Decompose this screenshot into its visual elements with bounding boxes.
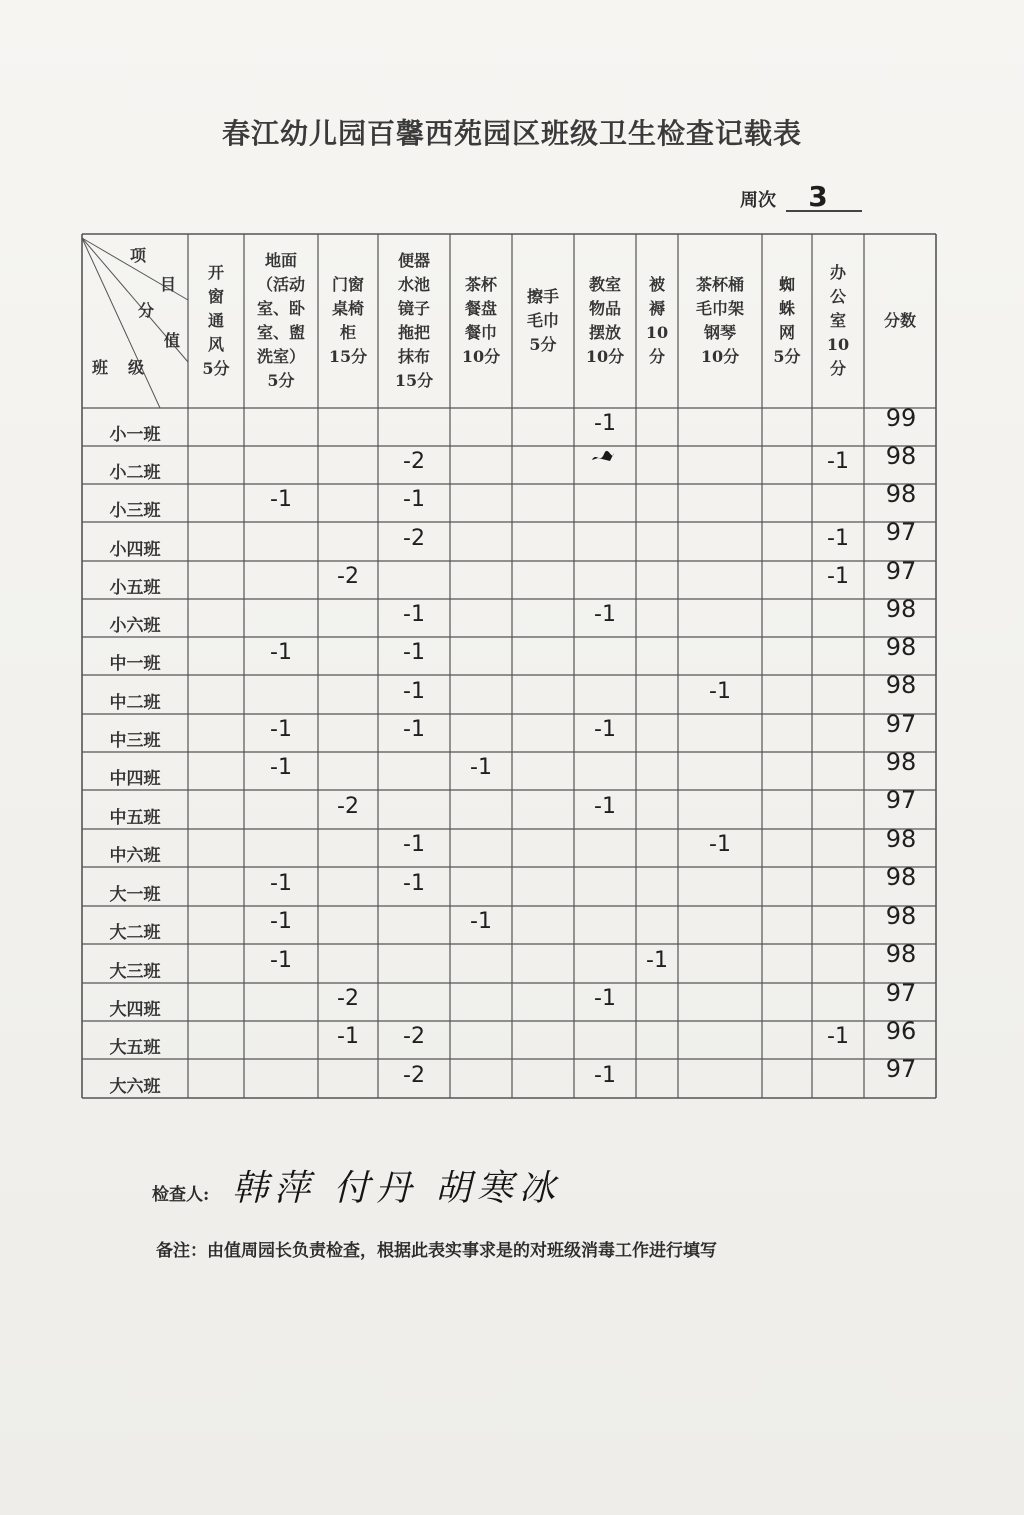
column-header <box>450 273 512 369</box>
column-header-line: 分 <box>648 347 665 366</box>
column-header-line: 窗 <box>207 287 224 306</box>
column-header-line: 擦手 <box>526 287 559 306</box>
column-header <box>636 273 678 369</box>
class-name: 中三班 <box>109 731 161 751</box>
class-name: 大一班 <box>109 884 161 905</box>
column-header-line: 教室 <box>588 275 621 294</box>
inspector-label: 检查人: <box>152 1185 210 1205</box>
class-name: 中六班 <box>109 846 161 866</box>
deduction-mark: -1 <box>403 602 425 627</box>
column-header <box>244 249 318 393</box>
deduction-mark: -1 <box>403 678 425 704</box>
class-name: 大六班 <box>109 1076 161 1097</box>
deduction-mark: -2 <box>403 525 425 551</box>
column-header <box>318 273 378 369</box>
column-header-line: 室 <box>829 311 846 330</box>
column-header-line: 被 <box>648 275 665 294</box>
column-header-line: 室、盥 <box>256 323 305 342</box>
column-header-line: 5分 <box>267 371 295 390</box>
column-header-line: 15分 <box>328 347 368 366</box>
class-name: 小二班 <box>109 463 161 483</box>
deduction-mark: -1 <box>270 717 292 742</box>
column-header-line: 10分 <box>700 347 740 366</box>
column-header-line: （活动 <box>256 275 305 294</box>
column-header-line: 钢琴 <box>703 323 736 342</box>
class-score: 98 <box>885 480 917 508</box>
deduction-mark: -1 <box>827 525 849 551</box>
deduction-mark: -1 <box>403 717 425 742</box>
column-header-line: 通 <box>207 311 224 330</box>
column-header-line: 物品 <box>588 299 621 318</box>
diag-label-fen: 分 <box>138 301 155 320</box>
page-title: 春江幼儿园百馨西苑园区班级卫生检查记载表 <box>221 117 802 150</box>
deduction-mark: -1 <box>827 564 849 589</box>
deduction-mark: -1 <box>270 909 292 934</box>
week-value: 3 <box>808 180 828 213</box>
inspector-signature: 韩萍 付丹 胡寒冰 <box>232 1168 561 1209</box>
column-header-line: 地面 <box>264 251 297 270</box>
column-header <box>864 309 936 333</box>
class-name: 中一班 <box>109 654 161 674</box>
class-score: 98 <box>885 633 917 661</box>
deduction-mark: -1 <box>403 832 425 857</box>
column-header-line: 柜 <box>339 323 356 342</box>
column-header <box>812 261 864 381</box>
column-header-line: 便器 <box>397 251 430 270</box>
column-header-line: 桌椅 <box>331 299 364 318</box>
class-score: 98 <box>885 940 917 968</box>
deduction-mark: -1 <box>646 947 668 973</box>
column-header-line: 摆放 <box>588 323 621 342</box>
column-header-line: 10分 <box>461 347 501 366</box>
deduction-mark: -1 <box>270 487 292 512</box>
class-name: 大五班 <box>109 1038 161 1058</box>
class-score: 98 <box>885 825 917 853</box>
deduction-mark: -2 <box>337 793 359 819</box>
diag-label-item: 项 <box>130 246 147 265</box>
diag-label-mu: 目 <box>160 275 177 294</box>
deduction-mark: -1 <box>594 793 616 819</box>
column-header <box>762 273 812 369</box>
column-header-line: 毛巾架 <box>695 299 744 318</box>
column-header-line: 分数 <box>883 311 916 330</box>
deduction-mark: -1 <box>594 986 616 1011</box>
column-header-line: 门窗 <box>331 275 364 294</box>
diag-label-zhi: 值 <box>164 331 181 350</box>
class-name: 中二班 <box>109 692 161 713</box>
deduction-mark: -1 <box>827 449 849 474</box>
deduction-mark: -1 <box>470 755 492 780</box>
deduction-mark: -1 <box>594 717 616 742</box>
class-name: 小三班 <box>109 501 161 521</box>
column-header <box>188 261 244 381</box>
deduction-mark: -2 <box>337 986 359 1011</box>
class-score: 97 <box>885 979 917 1007</box>
deduction-mark: -1 <box>594 411 616 436</box>
class-score: 98 <box>885 442 917 470</box>
class-name: 中四班 <box>109 769 161 789</box>
deduction-mark: -1 <box>594 602 616 627</box>
deduction-mark: -1 <box>594 1062 616 1088</box>
deduction-mark: -2 <box>403 449 425 474</box>
class-score: 97 <box>885 518 917 546</box>
class-score: 99 <box>885 404 917 432</box>
column-header-line: 蛛 <box>778 299 795 318</box>
class-name: 小五班 <box>109 578 161 598</box>
week-label: 周次 <box>740 190 776 211</box>
column-header-line: 拖把 <box>397 323 430 342</box>
class-score: 96 <box>885 1017 917 1045</box>
deduction-mark: -1 <box>470 909 492 934</box>
column-header-line: 风 <box>207 335 224 354</box>
column-header-line: 网 <box>778 323 795 342</box>
column-header-line: 褥 <box>648 299 665 318</box>
column-header <box>512 285 574 357</box>
deduction-mark: -1 <box>337 1024 359 1049</box>
column-header <box>378 249 450 393</box>
deduction-mark: -1 <box>270 640 292 665</box>
class-score: 97 <box>885 1055 917 1083</box>
class-score: 98 <box>885 863 917 891</box>
class-name: 中五班 <box>109 807 161 828</box>
column-header-line: 5分 <box>773 347 801 366</box>
column-header <box>574 273 636 369</box>
column-header-line: 10 <box>645 323 669 342</box>
column-header-line: 洗室） <box>256 347 305 366</box>
column-header-line: 餐巾 <box>464 323 497 342</box>
column-header-line: 室、卧 <box>256 299 305 318</box>
class-name: 小四班 <box>109 539 161 560</box>
class-score: 98 <box>885 671 917 699</box>
column-header-line: 分 <box>829 359 846 378</box>
column-header-line: 开 <box>207 263 224 282</box>
deduction-mark: -1 <box>270 870 292 896</box>
deduction-mark: -1 <box>270 755 292 780</box>
column-header-line: 抹布 <box>397 347 430 366</box>
column-header-line: 水池 <box>397 275 430 294</box>
header-diagonal-2 <box>82 238 160 408</box>
column-header-line: 茶杯 <box>464 275 497 294</box>
column-header-line: 10分 <box>585 347 625 366</box>
column-header-line: 镜子 <box>397 299 430 318</box>
deduction-mark: -1 <box>403 870 425 896</box>
class-name: 大二班 <box>109 923 161 943</box>
deduction-mark: -2 <box>403 1024 425 1049</box>
deduction-mark: -1 <box>709 832 731 857</box>
deduction-mark: -1 <box>709 678 731 704</box>
deduction-mark: -1 <box>403 640 425 665</box>
class-score: 98 <box>885 902 917 930</box>
deduction-mark: -1 <box>403 487 425 512</box>
column-header-line: 蜘 <box>778 275 795 294</box>
column-header-line: 公 <box>829 287 846 306</box>
scribble-mark <box>590 448 616 466</box>
class-score: 97 <box>885 557 917 585</box>
class-name: 小六班 <box>109 616 161 636</box>
column-header-line: 毛巾 <box>526 311 559 330</box>
class-name: 大三班 <box>109 961 161 982</box>
column-header-line: 茶杯桶 <box>695 275 744 294</box>
deduction-mark: -2 <box>403 1062 425 1088</box>
class-score: 98 <box>885 595 917 623</box>
column-header-line: 餐盘 <box>464 299 497 318</box>
deduction-mark: -1 <box>827 1024 849 1049</box>
class-name: 小一班 <box>109 425 161 445</box>
deduction-mark: -2 <box>337 564 359 589</box>
class-name: 大四班 <box>109 1000 161 1020</box>
class-score: 97 <box>885 710 917 738</box>
class-score: 98 <box>885 748 917 776</box>
column-header-line: 办 <box>829 263 846 282</box>
diag-label-class: 班 级 <box>92 358 147 377</box>
column-header <box>678 273 762 369</box>
column-header-line: 15分 <box>394 371 434 390</box>
column-header-line: 10 <box>826 335 850 354</box>
deduction-mark: -1 <box>270 947 292 973</box>
column-header-line: 5分 <box>529 335 557 354</box>
footnote: 备注：由值周园长负责检查，根据此表实事求是的对班级消毒工作进行填写 <box>156 1241 717 1261</box>
class-score: 97 <box>885 786 917 814</box>
column-header-line: 5分 <box>202 359 230 378</box>
